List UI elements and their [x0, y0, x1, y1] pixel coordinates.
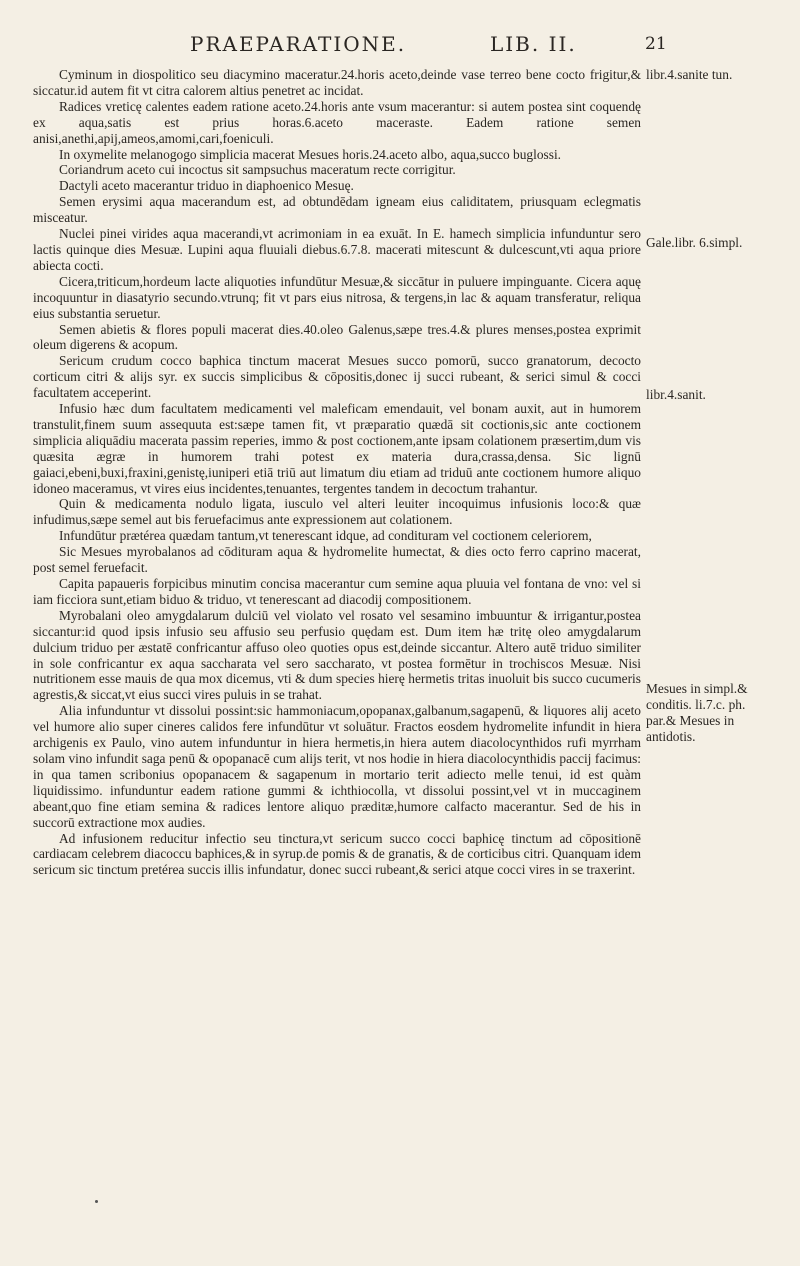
paragraph: Semen erysimi aqua macerandum est, ad obtundēdam igneam eius caliditatem, priusquam eclegmatis misceatur. [33, 194, 641, 226]
paragraph: Sericum crudum cocco baphica tinctum macerat Mesues succo pomorū, succo granatorum, decocto corticum citri & alijs syr. ex succis simplicibus & cōpositis,donec ij succi rubeant, & serici simul & cocci facultatem acceperint. [33, 353, 641, 401]
paragraph: Infundūtur prætérea quædam tantum,vt tenerescant idque, ad condituram vel coctionem celeriorem, [59, 528, 592, 544]
paragraph: Nuclei pinei virides aqua macerandi,vt acrimoniam in ea exuāt. In E. hamech simplicia infunduntur sero lactis quinque dies Mesuæ. Lupini aqua fluuiali diebus.6.7.8. macerati mitescunt & dulcescunt,vti aqua priore abiecta cocti. [33, 226, 641, 273]
paragraph: Semen abietis & flores populi macerat dies.40.oleo Galenus,sæpe tres.4.& plures menses,postea exprimit oleum digerens & acopum. [33, 321, 641, 353]
paragraph: Infusio hæc dum facultatem medicamenti vel maleficam emendauit, vel bonam auxit, aut in humorem transtulit,finem suum assequuta est:sæpe tamen fit, vt præparatio quædā sit coctionis,sic ante coctionem simplicia aliquādiu macerata passim reperies, immo & post coctionem,ante ipsam colationem præsertim,dum vis quæsita ægræ in humorem trahi potest ex materia dura,crassa,densa. Sic lignū gaiaci,ebeni,buxi,fraxini,genistę,iuniperi etiā triū aut limatum diu etiam ad triduū ante coctionem humore aliquo idoneo maceramus, vt vires eius incidentes,tenuantes, tergentes tandem in decoctum trahantur. [33, 401, 641, 496]
paragraph: Dactyli aceto macerantur triduo in diaphoenico Mesuę. [59, 178, 354, 194]
paragraph: Capita papaueris forpicibus minutim concisa macerantur cum semine aqua pluuia vel fontana de vno: vel si iam ficciora sunt,etiam biduo & triduo, vt tenerescant ad diacodij compositionem. [33, 576, 641, 607]
margin-note: libr.4.sanite tun. [646, 67, 733, 82]
ink-speck [95, 1200, 98, 1203]
main-text [33, 67, 641, 878]
margin-note: Mesues in simpl.& conditis. li.7.c. ph. par.& Mesues in antidotis. [646, 681, 748, 744]
header-title: PRAEPARATIONE. [190, 32, 407, 56]
paragraph: Sic Mesues myrobalanos ad cōdituram aqua & hydromelite humectat, & dies octo ferro caprino macerat, post semel feruefacit. [33, 544, 641, 576]
paragraph: Radices vreticę calentes eadem ratione aceto.24.horis ante vsum macerantur: si autem postea sint coquendę ex aqua,satis est prius horas.6.aceto maceraste. Eadem ratione semen anisi,anethi,apij,ameos,amomi,cari,foeniculi. [33, 98, 641, 146]
paragraph: In oxymelite melanogogo simplicia macerat Mesues horis.24.aceto albo, aqua,succo buglossi. [59, 146, 562, 162]
page-number: 21 [645, 34, 667, 54]
paragraph: Quin & medicamenta nodulo ligata, iusculo vel alteri leuiter incoquimus infusionis loco:& quæ infudimus,sæpe semel aut bis feruefacimus ante expressionem aut colationem. [33, 496, 641, 528]
header-book: LIB. II. [490, 32, 577, 56]
paragraph: Alia infunduntur vt dissolui possint:sic hammoniacum,opopanax,galbanum,sagapenū, & liquores alij aceto vel humore alio super cineres calidos fere infundūtur vt soluātur. Fractos eosdem hydromelite infundit in hiera archigenis ex Paulo, vino autem infunduntur in hiera hermetis,in hiera autem diacolocynthidos rufi myrrham solam vino infundit saga penū & opopanacē cum alijs terit, vt nos hodie in hiera diacolocynthidis paccij facimus: in qua tamen scribonius opopanacem & sagapenum in mortario terit adiecto melle tenui, id est quàm liquidissimo. infunduntur eadem ratione gummi & ichthiocolla, vt dissolui possint,vel vt in muccaginem abeant,quo fine etiam semina & radices lentore aliquo præditæ,humore calfacto macerantur. Sed de his in succorū extractione mox audies. [33, 703, 641, 830]
paragraph: Cicera,triticum,hordeum lacte aliquoties infundūtur Mesuæ,& siccātur in puluere impinguante. Cicera aquę incoquuntur in diasatyrio secundo.vtrunq; fit vt pars eius nitrosa, & tergens,in lac & aquam transferatur, reliqua eius substantia seruetur. [33, 273, 641, 321]
running-header [190, 32, 667, 56]
paragraph: Myrobalani oleo amygdalarum dulciū vel violato vel rosato vel sesamino imbuuntur & irrigantur,postea siccantur:id quod ipsis infusio seu affusio seu perfusio quędam est. Dum item hæ tritę oleo amygdalarum dulcium triduo per æstatē confricantur affuso oleo quoties opus est,deinde siccantur. Altero autē triduo similiter in sole confricantur ex aqua saccharata vel sero saccharato, vt postea formētur in trochiscos Mesuæ. Nisi nutritionem esse mauis de qua mox dicemus, vti & dum species hierę hermetis tritas inuoluit bis succo cucumeris agrestis,& siccat,vt eius succi vires puluis in se trahat. [33, 607, 641, 703]
paragraph: Coriandrum aceto cui incoctus sit sampsuchus maceratum recte corrigitur. [59, 162, 456, 178]
paragraph: Cyminum in diospolitico seu diacymino maceratur.24.horis aceto,deinde vase terreo bene cocto frigitur,& siccatur.id autem fit vt citra calorem altius penetret ac incidat. [33, 67, 641, 98]
paragraph: Ad infusionem reducitur infectio seu tinctura,vt sericum succo cocci baphicę tinctum ad cōpositionē cardiacam celebrem diacoccu baphices,& in syrup.de pomis & de granatis, & de corticibus citri. Quanquam idem sericum sic tinctum pretérea succis illis infundatur, donec succi rubeant,& serici atque cocci vires in se traxerint. [33, 830, 641, 878]
margin-note: Gale.libr. 6.simpl. [646, 235, 743, 250]
margin-note: libr.4.sanit. [646, 387, 706, 402]
